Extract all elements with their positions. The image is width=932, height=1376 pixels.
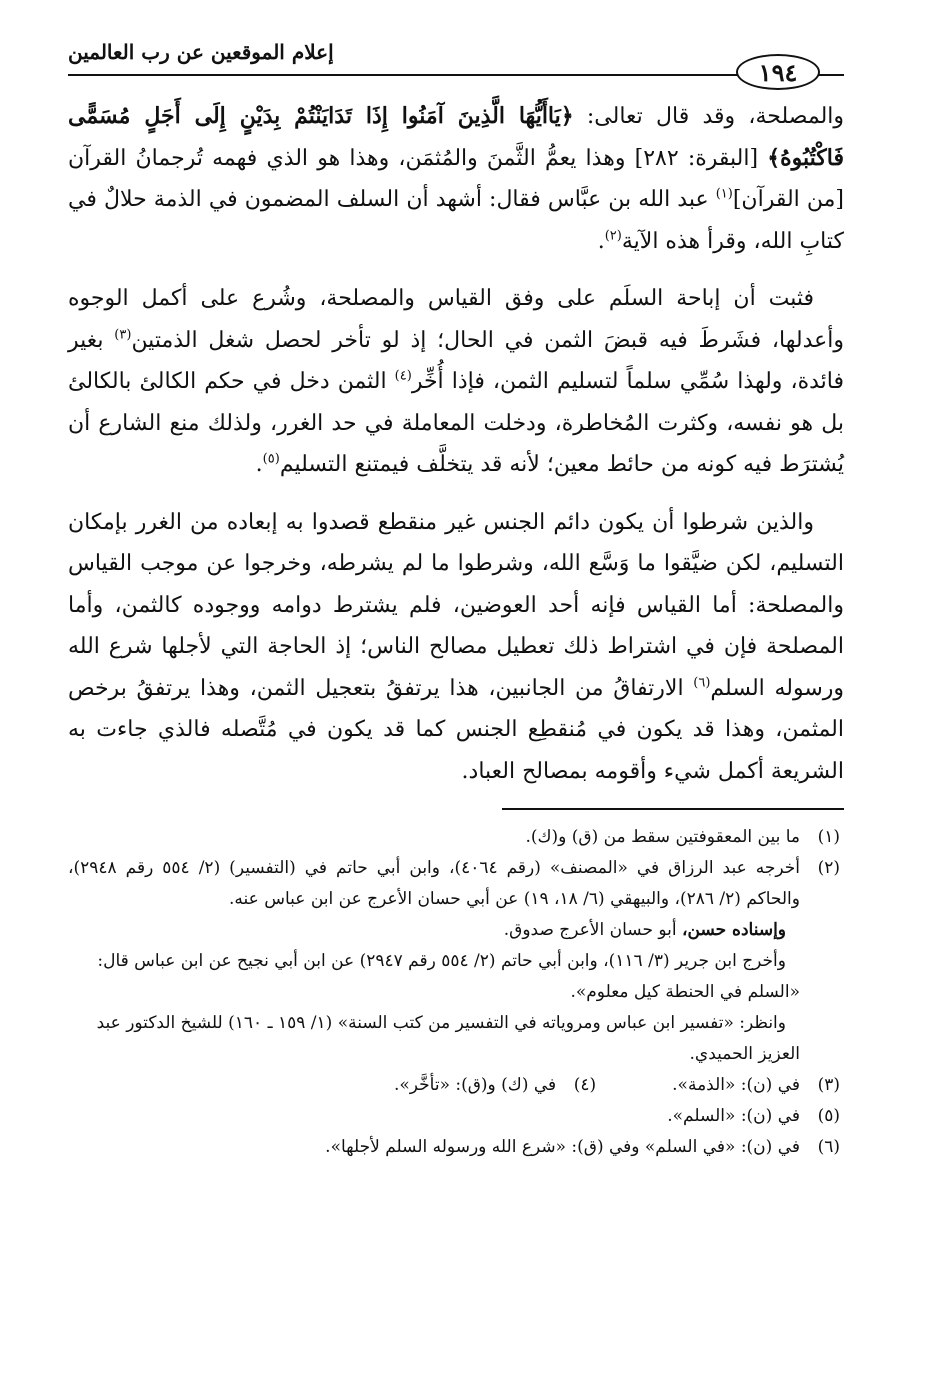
paragraph-3 <box>68 502 844 793</box>
text-run: [البقرة: ٢٨٢] وهذا يعمُّ الثَّمنَ والمُثمَن، وهذا هو الذي فهمه تُرجمانُ القرآن [من القرآن] <box>68 145 844 212</box>
main-text <box>68 96 844 792</box>
footnote-ref-6[interactable]: (٦) <box>693 675 711 691</box>
footnote-text: أخرجه عبد الرزاق في «المصنف» (رقم ٤٠٦٤)، وابن أبي حاتم في (التفسير) (٢/ ٥٥٤ رقم ٢٩٤٨)، والحاكم (٢/ ٢٨٦)، والبيهقي (٦/ ١٨، ١٩) عن أبي حسان الأعرج عن ابن عباس عنه. <box>68 858 800 909</box>
footnotes-3-4-row <box>68 1070 844 1101</box>
text-run: الثمن دخل في حكم الكالئ بالكالئ بل هو نفسه، وكثرت المُخاطرة، ودخلت المعاملة في حد الغرر، ولذلك منع الشارع أن يُشترَط فيه كونه من حائط معين؛ لأنه قد يتخلَّف فيمتنع التسليم <box>68 369 845 477</box>
text-run: والمصلحة، وقد قال تعالى: <box>573 104 845 129</box>
running-title: إعلام الموقعين عن رب العالمين <box>68 40 334 64</box>
footnote-ref-3[interactable]: (٣) <box>114 327 132 343</box>
text-run: بغير فائدة، ولهذا سُمِّي سلماً لتسليم الثمن، فإذا أُخِّر <box>68 327 844 394</box>
text-run: . <box>255 452 263 477</box>
footnote-4 <box>394 1070 600 1101</box>
footnote-number: (٣) <box>817 1075 840 1095</box>
book-page <box>68 36 844 1163</box>
footnote-number: (٢) <box>817 858 840 878</box>
footnote-number: (٥) <box>817 1106 840 1126</box>
running-header <box>68 36 844 94</box>
footnote-text: في (ن): «في السلم» وفي (ق): «شرع الله ورسوله السلم لأجلها». <box>325 1137 800 1157</box>
footnote-text: في (ن): «الذمة». <box>672 1075 800 1095</box>
footnote-2-extra-1: وأخرج ابن جرير (٣/ ١١٦)، وابن أبي حاتم (٢/ ٥٥٤ رقم ٢٩٤٧) عن ابن أبي نجيح عن ابن عباس قال: «السلم في الحنطة كيل معلوم». <box>97 951 800 1002</box>
footnote-number: (١) <box>817 827 840 847</box>
footnote-1 <box>68 822 844 853</box>
paragraph-1 <box>68 96 844 262</box>
footnote-2-isnad <box>68 915 844 946</box>
isnad-label: وإسناده حسن، <box>682 920 786 940</box>
text-run: والذين شرطوا أن يكون دائم الجنس غير منقطع قصدوا به إبعاده من الغرر بإمكان التسليم، لكن ضيَّقوا ما وَسَّع الله، وشرطوا ما لم يشرطه، وخرجوا عن موجب القياس والمصلحة: أما القياس فإنه أحد العوضين، فلم يشترط دوامه ووجوده كالثمن، وأما المصلحة فإن في اشتراط ذلك تعطيل مصالح الناس؛ إذ الحاجة التي لأجلها شرع الله ورسوله السلم <box>68 509 845 701</box>
footnote-ref-1[interactable]: (١) <box>715 186 733 202</box>
paragraph-2 <box>68 278 844 486</box>
text-run: . <box>597 228 605 254</box>
footnote-2-extra-2: وانظر: «تفسير ابن عباس ومروياته في التفسير من كتب السنة» (١/ ١٥٩ ـ ١٦٠) للشيخ الدكتور عبد العزيز الحميدي. <box>96 1013 800 1064</box>
footnote-ref-2[interactable]: (٢) <box>604 228 622 244</box>
isnad-text: أبو حسان الأعرج صدوق. <box>503 920 683 940</box>
footnote-5 <box>68 1101 844 1132</box>
text-run: عبد الله بن عبَّاس فقال: أشهد أن السلف المضمون في الذمة حلالٌ في كتابِ الله، وقرأ هذه الآية <box>68 187 844 254</box>
text-run: الارتفاقُ من الجانبين، هذا يرتفقُ بتعجيل الثمن، وهذا يرتفقُ برخص المثمن، وهذا قد يكون في مُنقطِع الجنس كما قد يكون في مُتَّصله فالذي جاءت به الشريعة أكمل شيء وأقومه بمصالح العباد. <box>68 675 844 784</box>
footnote-2 <box>68 853 844 915</box>
text-run: فثبت أن إباحة السلَم على وفق القياس والمصلحة، وشُرع على أكمل الوجوه وأعدلها، فشَرطَ فيه قبضَ الثمن في الحال؛ إذ لو تأخر لحصل شغل الذمتين <box>68 286 844 353</box>
footnote-ref-4[interactable]: (٤) <box>394 368 412 384</box>
page-number: ١٩٤ <box>736 54 820 90</box>
footnote-number: (٦) <box>817 1137 840 1157</box>
footnote-number: (٤) <box>573 1075 597 1095</box>
footnote-text: ما بين المعقوفتين سقط من (ق) و(ك). <box>525 827 800 847</box>
footnote-text: في (ن): «السلم». <box>667 1106 800 1126</box>
footnotes <box>68 822 844 1163</box>
quran-verse: ﴿يَاأَيُّهَا الَّذِينَ آمَنُوا إِذَا تَدَايَنْتُمْ بِدَيْنٍ إِلَى أَجَلٍ مُسَمًّى فَاكْتُبُوهُ﴾ <box>68 103 844 171</box>
footnote-6 <box>68 1132 844 1163</box>
footnote-separator <box>502 808 844 810</box>
footnote-3 <box>672 1070 844 1101</box>
header-rule <box>68 74 844 76</box>
footnote-ref-5[interactable]: (٥) <box>262 451 280 467</box>
footnote-text: في (ك) و(ق): «تأخَّر». <box>393 1075 557 1095</box>
